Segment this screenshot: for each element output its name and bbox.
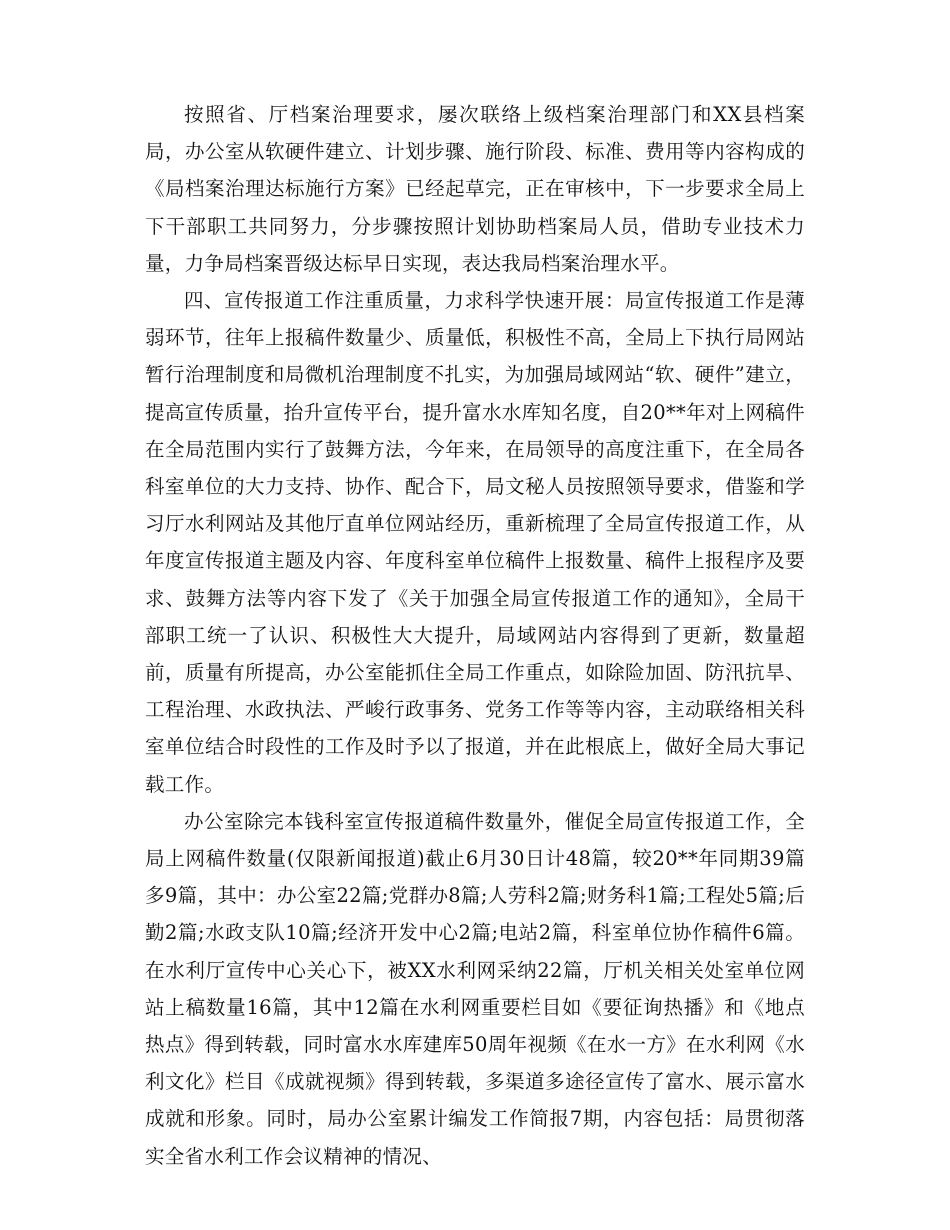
paragraph-publicity: 四、宣传报道工作注重质量，力求科学快速开展：局宣传报道工作是薄弱环节，往年上报稿件数量少、质量低，积极性不高，全局上下执行局网站暂行治理制度和局微机治理制度不扎实，为加强局域网站“软、硬件”建立，提高宣传质量，抬升宣传平台，提升富水水库知名度，自20**年对上网稿件在全局范围内实行了鼓舞方法，今年来，在局领导的高度注重下，在全局各科室单位的大力支持、协作、配合下，局文秘人员按照领导要求，借鉴和学习厅水利网站及其他厅直单位网站经历，重新梳理了全局宣传报道工作，从年度宣传报道主题及内容、年度科室单位稿件上报数量、稿件上报程序及要求、鼓舞方法等内容下发了《关于加强全局宣传报道工作的通知》，全局干部职工统一了认识、积极性大大提升，局域网站内容得到了更新，数量超前，质量有所提高，办公室能抓住全局工作重点，如除险加固、防汛抗旱、工程治理、水政执法、严峻行政事务、党务工作等等内容，主动联络相关科室单位结合时段性的工作及时予以了报道，并在此根底上，做好全局大事记载工作。 bbox=[145, 289, 805, 796]
paragraph-archives: 按照省、厅档案治理要求，屡次联络上级档案治理部门和XX县档案局，办公室从软硬件建立、计划步骤、施行阶段、标准、费用等内容构成的《局档案治理达标施行方案》已经起草完，正在审核中，下一步要求全局上下干部职工共同努力，分步骤按照计划协助档案局人员，借助专业技术力量，力争局档案晋级达标早日实现，表达我局档案治理水平。 bbox=[145, 103, 805, 275]
document-page bbox=[145, 96, 805, 1175]
paragraph-statistics: 办公室除完本钱科室宣传报道稿件数量外，催促全局宣传报道工作，全局上网稿件数量(仅限新闻报道)截止6月30日计48篇，较20**年同期39篇多9篇，其中：办公室22篇;党群办8篇;人劳科2篇;财务科1篇;工程处5篇;后勤2篇;水政支队10篇;经济开发中心2篇;电站2篇，科室单位协作稿件6篇。在水利厅宣传中心关心下，被XX水利网采纳22篇，厅机关相关处室单位网站上稿数量16篇，其中12篇在水利网重要栏目如《要征询热播》和《地点热点》得到转载，同时富水水库建库50周年视频《在水一方》在水利网《水利文化》栏目《成就视频》得到转载，多渠道多途径宣传了富水、展示富水成就和形象。同时，局办公室累计编发工作简报7期，内容包括：局贯彻落实全省水利工作会议精神的情况、 bbox=[145, 809, 805, 1168]
